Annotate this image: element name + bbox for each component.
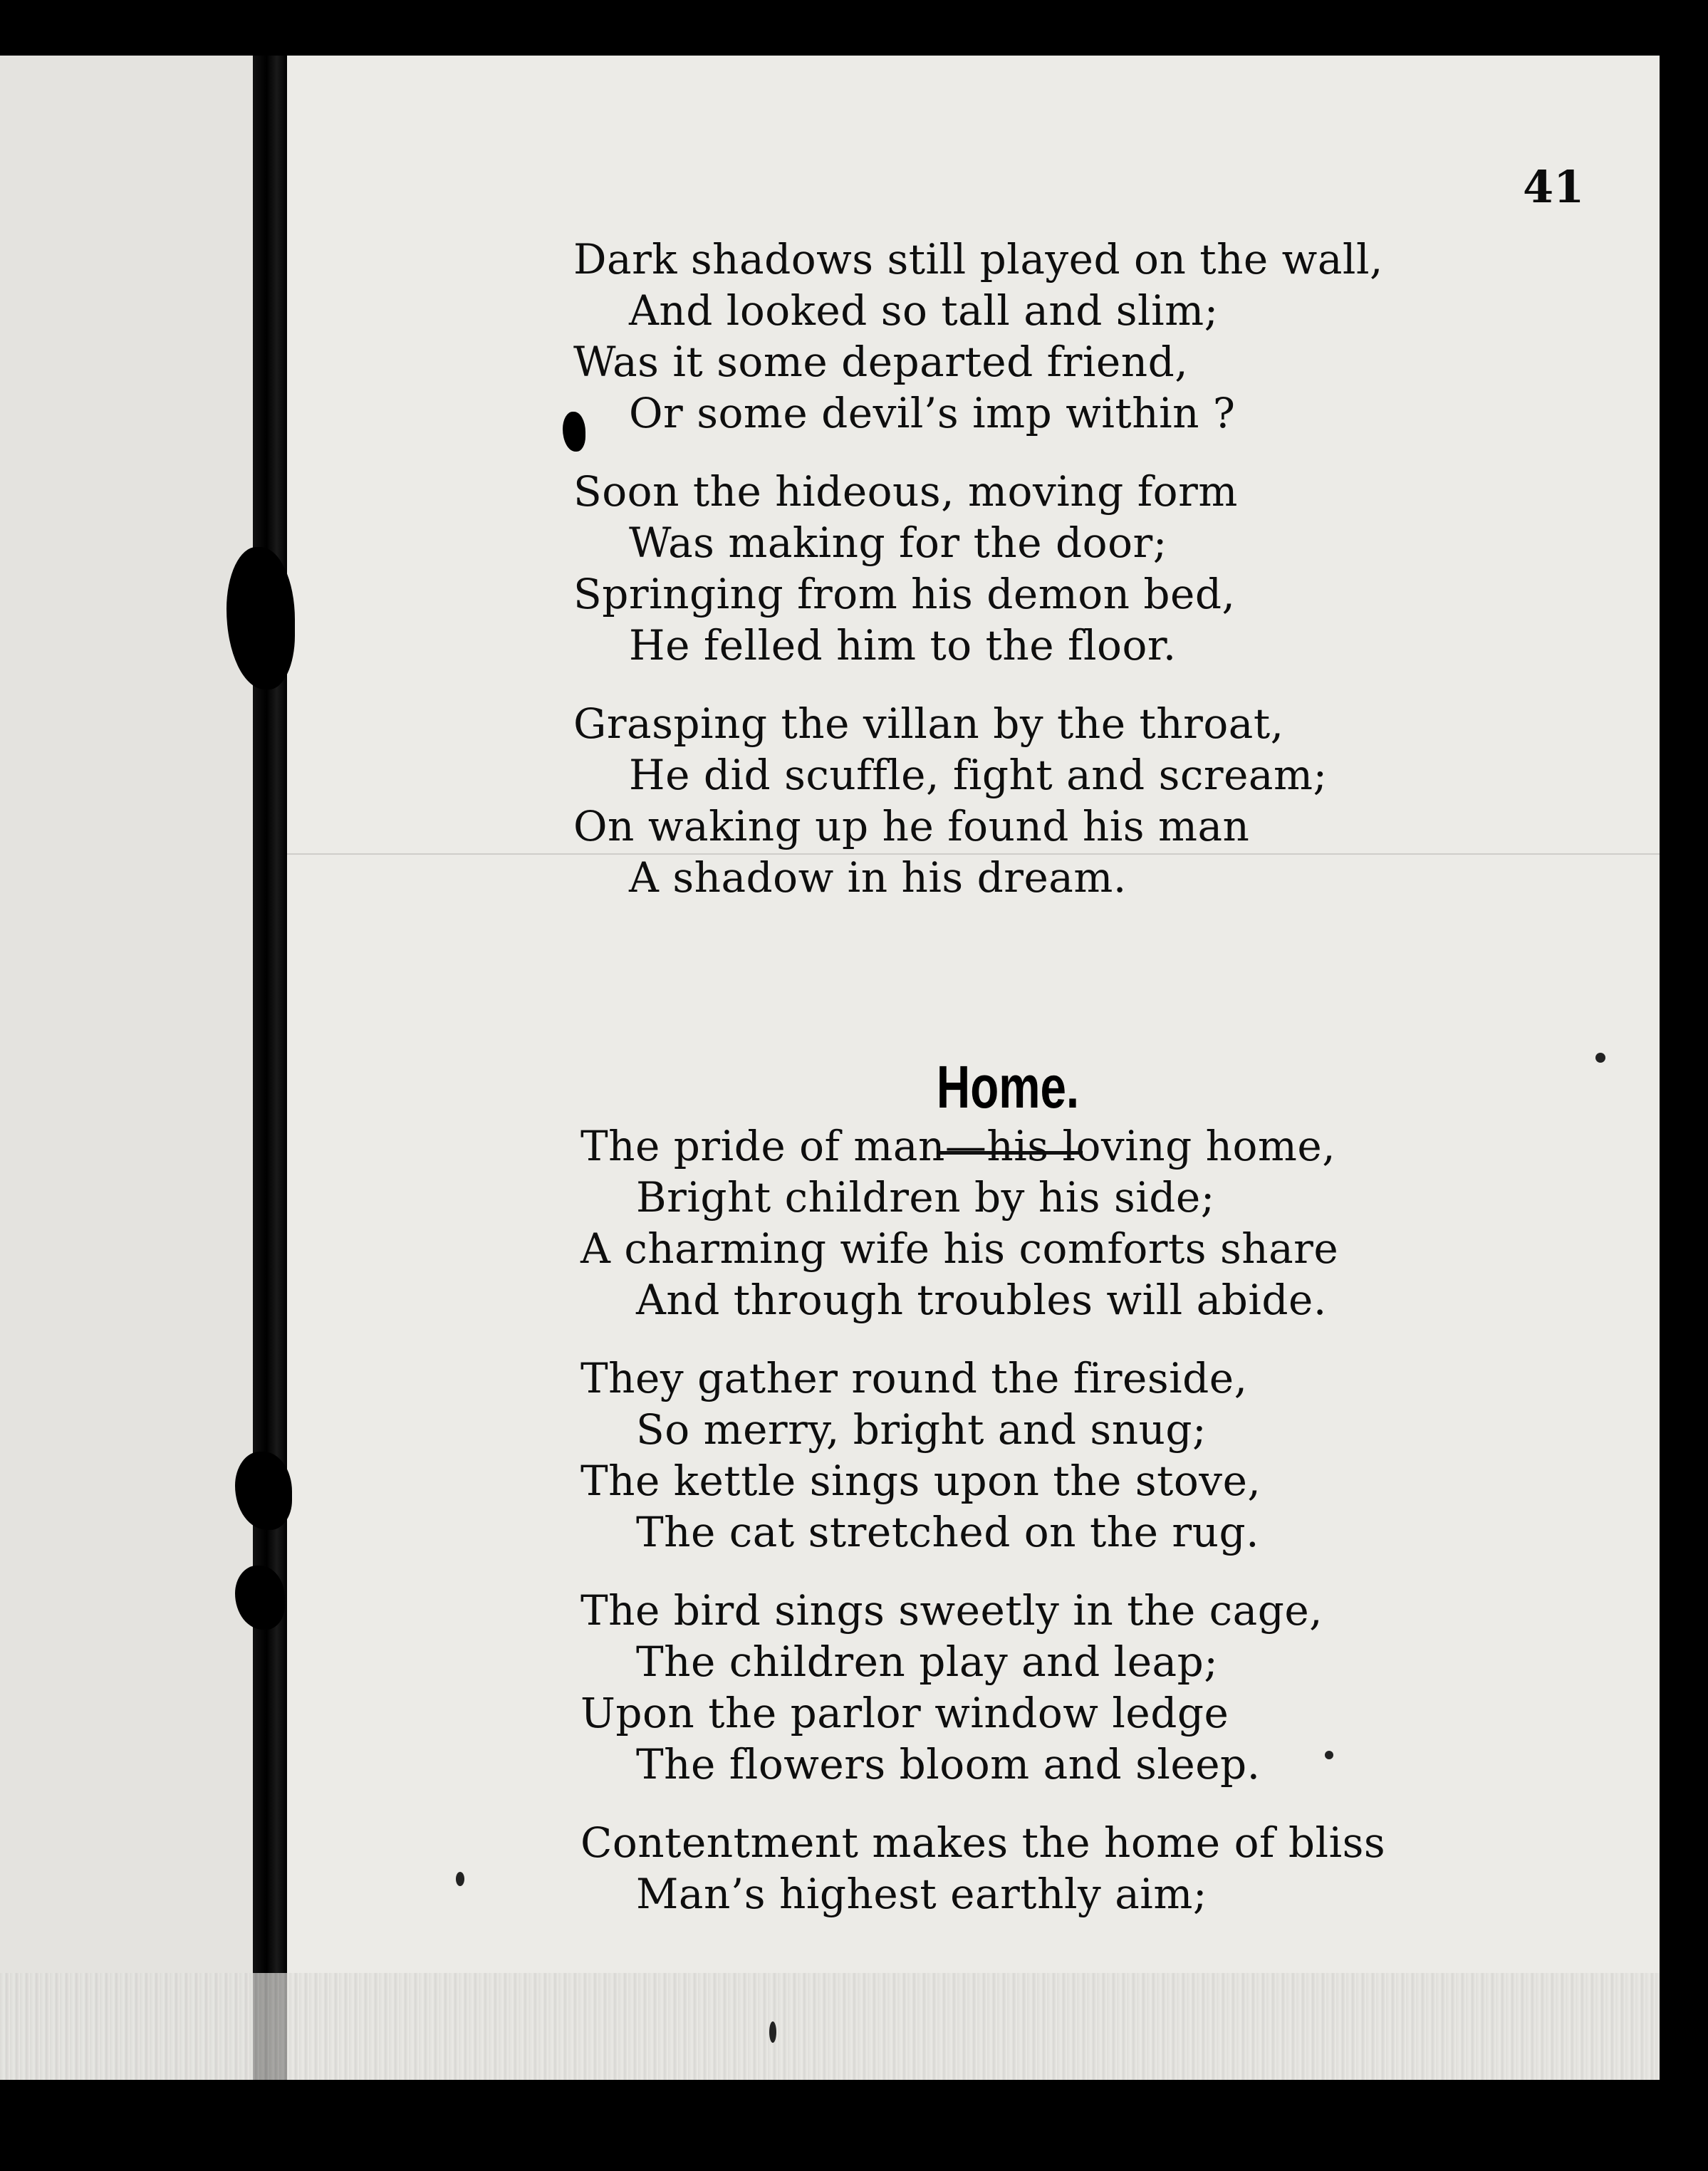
poem-line: The cat stretched on the rug. [636, 1508, 1260, 1556]
left-page-edge [0, 56, 256, 2080]
stanza [580, 1120, 1385, 1326]
poem-line: Soon the hideous, moving form [573, 467, 1238, 516]
poem-continued [573, 234, 1383, 930]
poem-line: Grasping the villan by the throat, [573, 699, 1284, 748]
poem-line: The flowers bloom and sleep. [636, 1740, 1261, 1789]
poem-title: Home. [936, 1053, 1080, 1120]
poem-line: Was it some departed friend, [573, 338, 1189, 386]
poem-line: Upon the parlor window ledge [580, 1689, 1229, 1737]
stanza [573, 234, 1383, 439]
stanza [580, 1353, 1385, 1558]
stanza [573, 466, 1383, 671]
book-spine-shadow [253, 56, 287, 2080]
book-page [0, 56, 1660, 2080]
poem-line: The bird sings sweetly in the cage, [580, 1586, 1323, 1635]
poem-line: Contentment makes the home of bliss [580, 1818, 1386, 1867]
speck [769, 2021, 776, 2043]
poem-line: The kettle sings upon the stove, [580, 1457, 1261, 1505]
poem-line: Springing from his demon bed, [573, 570, 1236, 618]
speck [1595, 1053, 1605, 1063]
home-poem [580, 1120, 1385, 1947]
poem-line: A charming wife his comforts share [580, 1224, 1339, 1273]
speck [456, 1872, 464, 1886]
poem-line: A shadow in his dream. [629, 853, 1127, 902]
stanza [580, 1817, 1385, 1920]
page-number: 41 [1523, 161, 1585, 213]
stanza [580, 1585, 1385, 1790]
stanza [573, 698, 1383, 903]
poem-line: Dark shadows still played on the wall, [573, 235, 1383, 283]
poem-line: And through troubles will abide. [636, 1276, 1327, 1324]
poem-line: On waking up he found his man [573, 802, 1250, 850]
poem-line: Man’s highest earthly aim; [636, 1870, 1207, 1918]
scan-noise-band [0, 1973, 1660, 2080]
poem-line: The children play and leap; [636, 1638, 1219, 1686]
poem-line: The pride of man—his loving home, [580, 1122, 1336, 1170]
poem-line: They gather round the fireside, [580, 1354, 1248, 1402]
poem-line: Or some devil’s imp within ? [629, 389, 1236, 437]
poem-line: So merry, bright and snug; [636, 1405, 1207, 1454]
poem-line: He did scuffle, fight and scream; [629, 751, 1328, 799]
poem-line: Was making for the door; [629, 519, 1167, 567]
poem-line: And looked so tall and slim; [629, 286, 1219, 335]
poem-line: Bright children by his side; [636, 1173, 1215, 1222]
poem-line: He felled him to the floor. [629, 621, 1177, 670]
